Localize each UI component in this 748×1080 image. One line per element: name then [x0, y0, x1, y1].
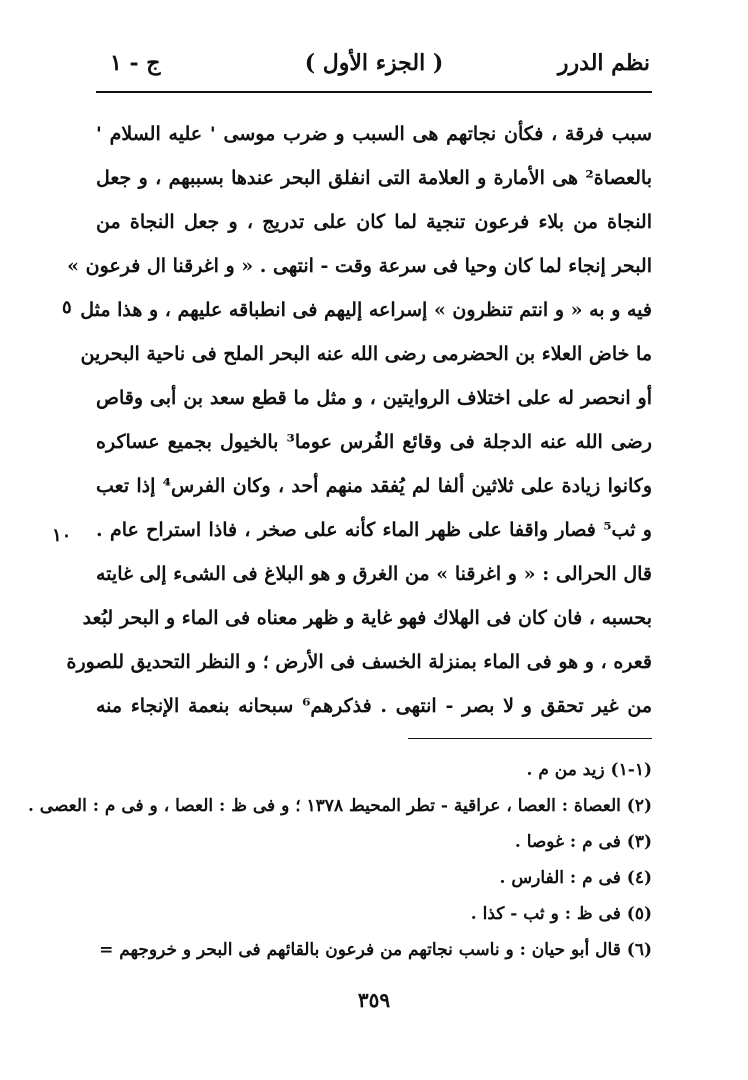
volume-label: ج - ١	[110, 50, 161, 76]
text-line: من غير تحقق و لا بصر - انتهى . فذكرهم⁶ سبحانه بنعمة الإنجاء منه	[96, 695, 652, 717]
main-text	[66, 112, 653, 728]
text-line: أو انحصر له على اختلاف الروايتين ، و مثل ما قطع سعد بن أبى وقاص	[96, 387, 652, 409]
header-rule	[96, 91, 652, 93]
text-line: سبب فرقة ، فكأن نجاتهم هى السبب و ضرب موسى ' عليه السلام '	[96, 123, 653, 145]
footnote-rule	[408, 738, 652, 739]
text-line: النجاة من بلاء فرعون تنجية لما كان على تدريج ، و جعل النجاة من	[96, 211, 652, 233]
footnote: (٥) فى ظ : و ثب - كذا .	[470, 904, 652, 924]
text-line: وكانوا زيادة على ثلاثين ألفا لم يُفقد منهم أحد ، وكان الفرس⁴ إذا تعب	[96, 475, 653, 497]
text-line: فيه و به « و انتم تنظرون » إسراعه إليهم فى انطباقه عليهم ، و هذا مثل	[80, 299, 652, 321]
footnote: (١-١) زيد من م .	[526, 760, 652, 780]
line-number-10: ١٠	[52, 525, 72, 546]
footnote: (٢) العصاة : العصا ، عراقية - تطر المحيط ١٣٧٨ ؛ و فى ظ : العصا ، و فى م : العصى .	[27, 796, 652, 816]
line-number-5: ٥	[62, 297, 72, 318]
footnote: (٦) قال أبو حيان : و ناسب نجاتهم من فرعون بالقائهم فى البحر و خروجهم =	[99, 940, 652, 960]
text-line: بالعصاة² هى الأمارة و العلامة التى انفلق البحر عندها بسببهم ، و جعل	[96, 167, 652, 189]
text-line: قال الحرالى : « و اغرقنا » من الغرق و هو البلاغ فى الشىء إلى غايته	[96, 563, 652, 585]
text-line: قعره ، و هو فى الماء بمنزلة الخسف فى الأرض ؛ و النظر التحديق للصورة	[66, 651, 652, 673]
part-label: ( الجزء الأول )	[304, 50, 444, 76]
text-line: رضى الله عنه الدجلة فى وقائع الفُرس عوما³ بالخيول بجميع عساكره	[96, 431, 652, 453]
page-number: ٣٥٩	[357, 988, 391, 1012]
text-line: و ثب⁵ فصار واقفا على ظهر الماء كأنه على صخر ، فاذا استراح عام .	[96, 519, 652, 541]
text-line: بحسبه ، فان كان فى الهلاك فهو غاية و ظهر معناه فى الماء و البحر لبُعد	[82, 607, 652, 629]
text-line: البحر إنجاء لما كان وحيا فى سرعة وقت - انتهى . « و اغرقنا ال فرعون »	[67, 255, 652, 277]
footnote: (٣) فى م : غوصا .	[514, 832, 652, 852]
text-line: ما خاض العلاء بن الحضرمى رضى الله عنه البحر الملح فى ناحية البحرين	[80, 343, 652, 365]
footnotes	[27, 752, 652, 968]
book-title: نظم الدرر	[557, 50, 650, 76]
footnote: (٤) فى م : الفارس .	[499, 868, 652, 888]
